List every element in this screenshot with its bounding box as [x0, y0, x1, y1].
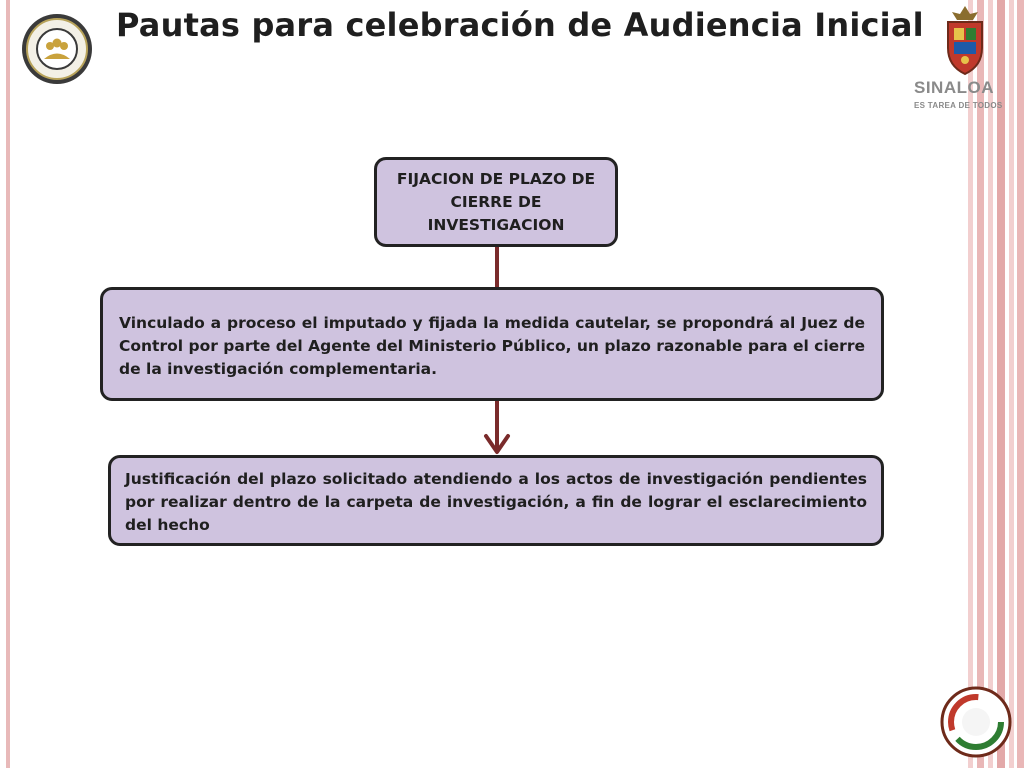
slide-title: Pautas para celebración de Audiencia Inicial: [116, 6, 924, 44]
brand-name: SINALOA: [914, 78, 994, 97]
decorative-stripes: [968, 0, 1024, 768]
node-justificacion-plazo-label: Justificación del plazo solicitado atendiendo a los actos de investigación pendientes por realizar dentro de la carpeta de investigación, a fin de lograr el esclarecimiento del hecho: [125, 470, 867, 534]
left-border-line: [6, 0, 10, 768]
arrowhead-icon: [486, 436, 508, 452]
node-fijacion-plazo-label: FIJACION DE PLAZO DE CIERRE DE INVESTIGACION: [396, 169, 596, 234]
institution-seal-logo: [20, 12, 94, 86]
node-justificacion-plazo: [108, 455, 884, 546]
node-vinculado-proceso: [100, 287, 884, 401]
conference-seal-logo: [940, 686, 1012, 758]
node-fijacion-plazo: [374, 157, 618, 247]
node-vinculado-proceso-label: Vinculado a proceso el imputado y fijada la medida cautelar, se propondrá al Juez de Control por parte del Agente del Ministerio Público, un plazo razonable para el cierre de la investigación complementaria.: [119, 314, 865, 378]
brand-slogan: ES TAREA DE TODOS: [914, 101, 1003, 110]
coat-of-arms-logo: [942, 4, 988, 76]
